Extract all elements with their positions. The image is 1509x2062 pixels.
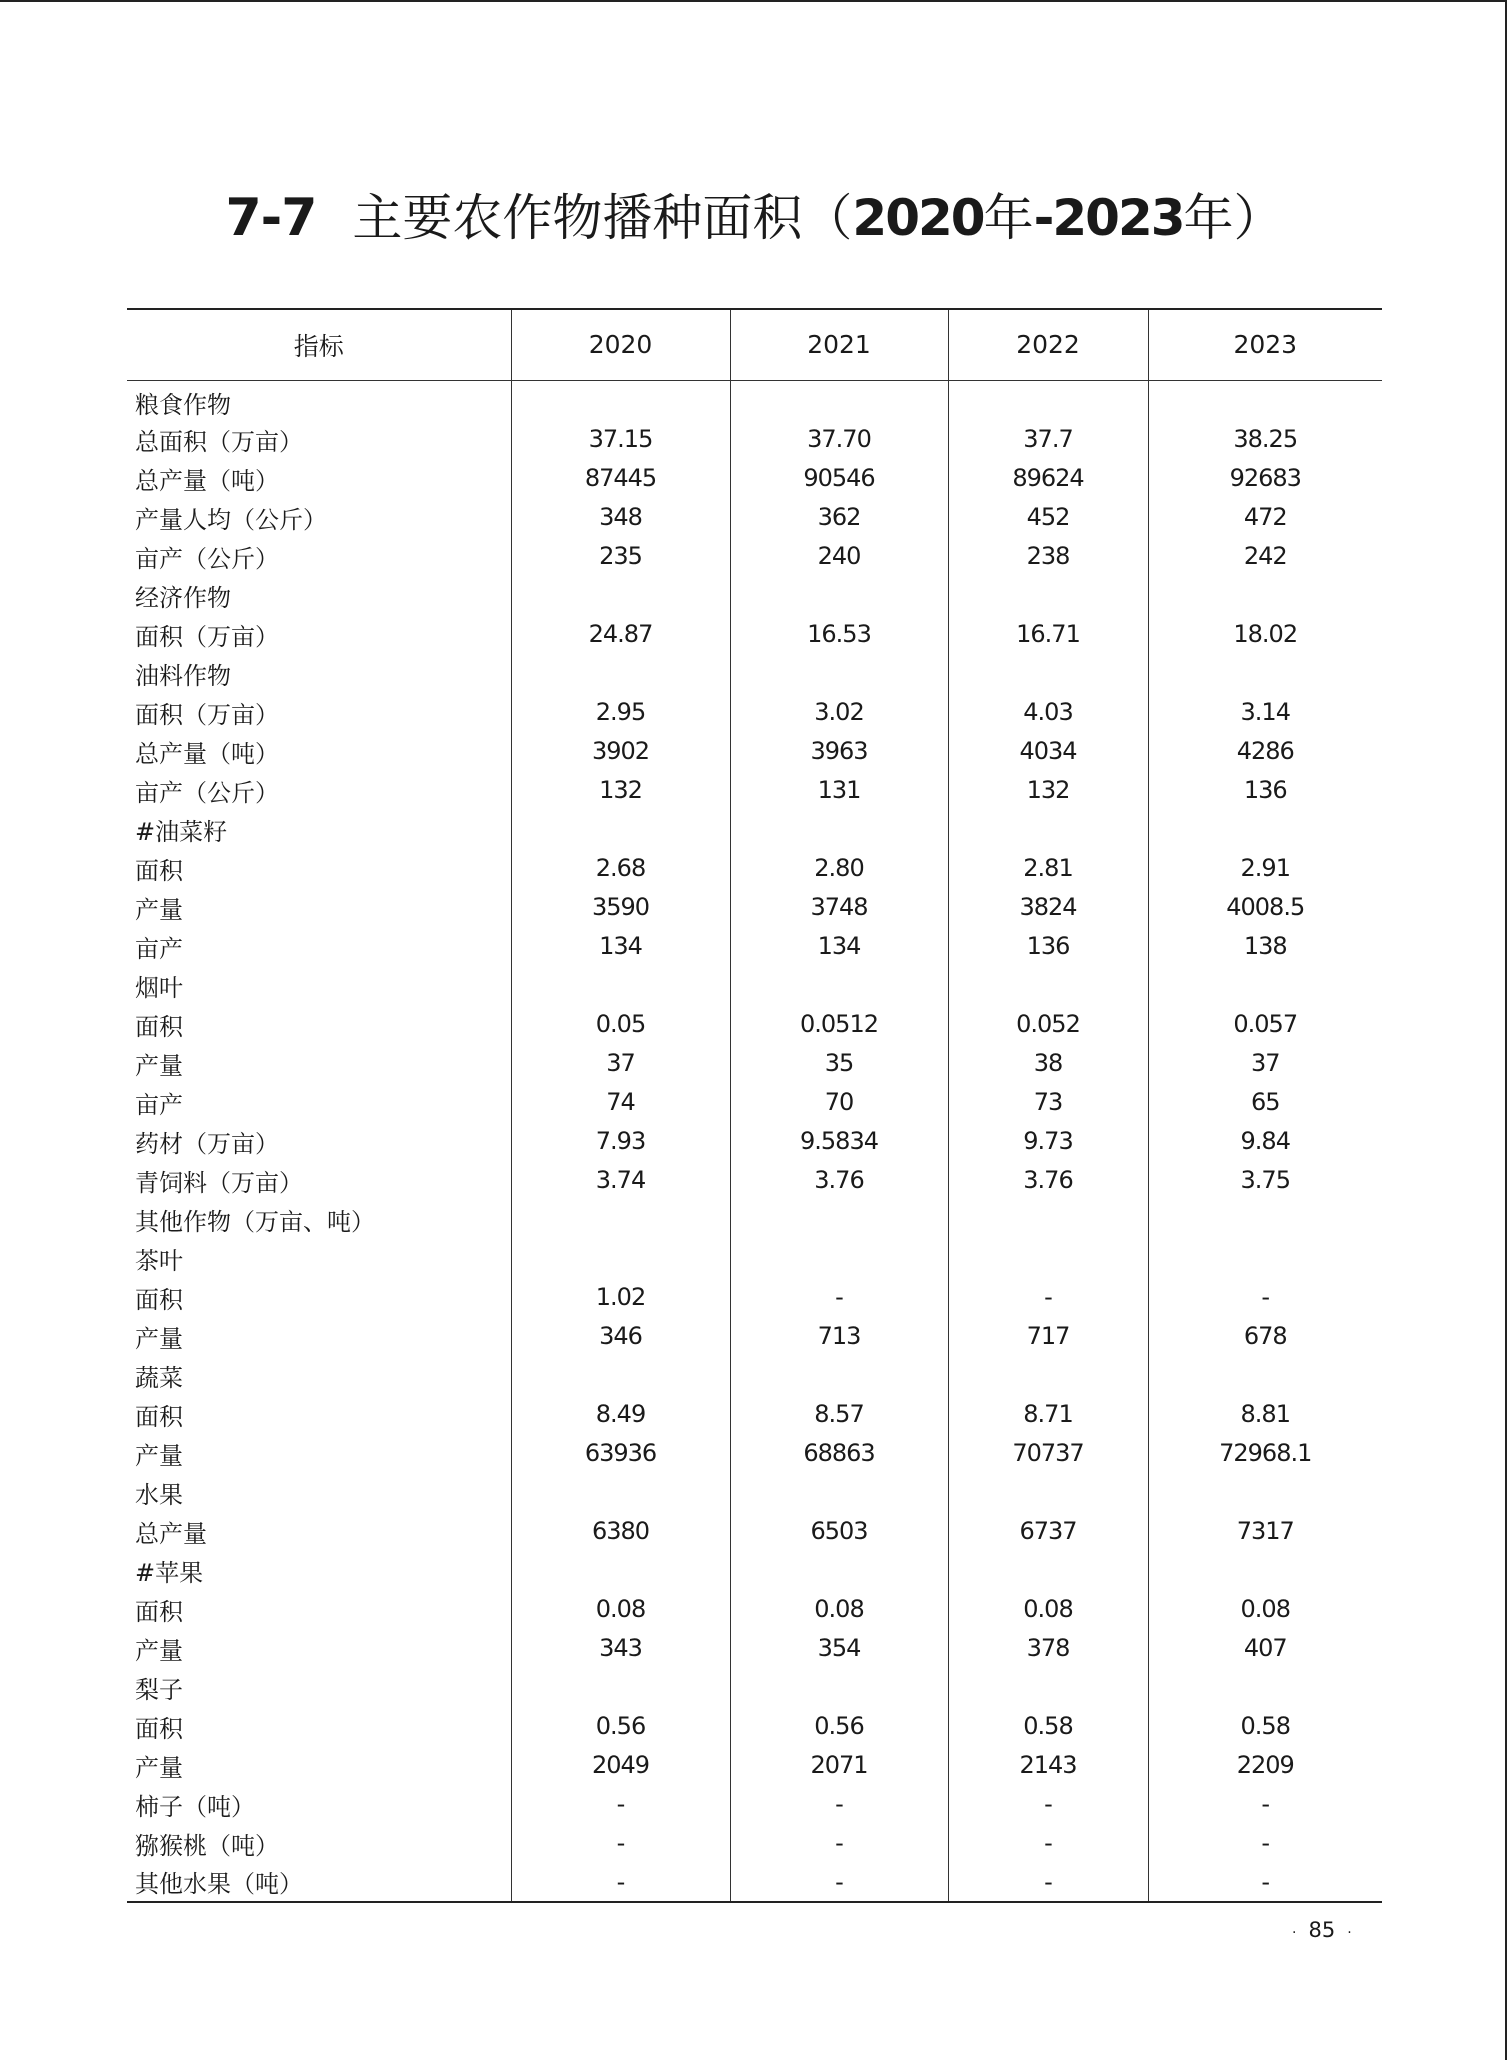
cell-2021: 2071 (730, 1746, 948, 1785)
cell-2021: - (730, 1824, 948, 1863)
cell-2020 (511, 380, 730, 420)
cell-2021: - (730, 1863, 948, 1902)
cell-2021: 90546 (730, 459, 948, 498)
cell-2020: 348 (511, 498, 730, 537)
cell-2020: 2.68 (511, 849, 730, 888)
cell-2021 (730, 1239, 948, 1278)
table-row (127, 693, 1382, 732)
table-row (127, 1629, 1382, 1668)
cell-2022: 16.71 (948, 615, 1148, 654)
cell-2022: 2.81 (948, 849, 1148, 888)
cell-2020: 0.56 (511, 1707, 730, 1746)
cell-2020: 343 (511, 1629, 730, 1668)
cell-2023: 242 (1148, 537, 1382, 576)
cell-2023: 9.84 (1148, 1122, 1382, 1161)
cell-2023: - (1148, 1278, 1382, 1317)
cell-2022: - (948, 1824, 1148, 1863)
table-row (127, 1317, 1382, 1356)
cell-2020: 0.08 (511, 1590, 730, 1629)
cell-2020 (511, 1473, 730, 1512)
cell-2021 (730, 654, 948, 693)
row-label: 其他作物（万亩、吨） (135, 1207, 375, 1236)
cell-2020: 1.02 (511, 1278, 730, 1317)
cell-2021: 0.0512 (730, 1005, 948, 1044)
cell-2021: 16.53 (730, 615, 948, 654)
cell-2023: 0.057 (1148, 1005, 1382, 1044)
row-label: 产量 (135, 895, 183, 924)
row-label: 粮食作物 (135, 390, 231, 419)
cell-2023 (1148, 966, 1382, 1005)
cell-2020: 63936 (511, 1434, 730, 1473)
cell-2022: 3.76 (948, 1161, 1148, 1200)
cell-2021: 0.56 (730, 1707, 948, 1746)
table-row (127, 615, 1382, 654)
cell-2022: 717 (948, 1317, 1148, 1356)
row-label: #苹果 (135, 1558, 204, 1587)
cell-2022: 37.7 (948, 420, 1148, 459)
cell-2022: 0.08 (948, 1590, 1148, 1629)
cell-2023 (1148, 576, 1382, 615)
title-nian-2: 年 (1183, 189, 1234, 247)
row-label: 其他水果（吨） (127, 1863, 511, 1902)
cell-2023: 92683 (1148, 459, 1382, 498)
cell-2021: 3.76 (730, 1161, 948, 1200)
row-label: 亩产 (135, 934, 183, 963)
table-row (127, 1785, 1382, 1824)
cell-2020 (511, 1239, 730, 1278)
cell-2020: 132 (511, 771, 730, 810)
cell-2020: 235 (511, 537, 730, 576)
cell-2021 (730, 810, 948, 849)
table-row (127, 1551, 1382, 1590)
cell-2023: 7317 (1148, 1512, 1382, 1551)
page-number (1280, 1918, 1364, 1942)
cell-2021: 3963 (730, 732, 948, 771)
row-label: 面积 (135, 1714, 183, 1743)
cell-2022: - (948, 1863, 1148, 1902)
cell-2020 (511, 576, 730, 615)
table-row (127, 1005, 1382, 1044)
cell-2020 (511, 810, 730, 849)
cell-2021: - (730, 1278, 948, 1317)
cell-2023: 4286 (1148, 732, 1382, 771)
table-row (127, 810, 1382, 849)
cell-2020: 74 (511, 1083, 730, 1122)
cell-2023: 2209 (1148, 1746, 1382, 1785)
cell-2021: 37.70 (730, 420, 948, 459)
row-label: 面积 (135, 1285, 183, 1314)
cell-2023: 65 (1148, 1083, 1382, 1122)
cell-2020 (511, 1551, 730, 1590)
row-label: 蔬菜 (135, 1363, 183, 1392)
table-body (127, 380, 1382, 1902)
header-2022: 2022 (948, 309, 1148, 380)
cell-2020: 134 (511, 927, 730, 966)
cell-2021: 6503 (730, 1512, 948, 1551)
cell-2021: 70 (730, 1083, 948, 1122)
row-label: 亩产（公斤） (135, 544, 279, 573)
cell-2023 (1148, 1239, 1382, 1278)
table-row (127, 732, 1382, 771)
cell-2023 (1148, 1473, 1382, 1512)
cell-2020: 346 (511, 1317, 730, 1356)
cell-2021 (730, 1200, 948, 1239)
cell-2020: - (511, 1863, 730, 1902)
cell-2022: 70737 (948, 1434, 1148, 1473)
row-label: 产量 (135, 1441, 183, 1470)
cell-2023: 18.02 (1148, 615, 1382, 654)
row-label: 亩产（公斤） (135, 778, 279, 807)
cell-2021: 9.5834 (730, 1122, 948, 1161)
cell-2022: 0.58 (948, 1707, 1148, 1746)
cell-2021: 240 (730, 537, 948, 576)
cell-2022: 3824 (948, 888, 1148, 927)
table-row (127, 498, 1382, 537)
row-label: 面积 (135, 856, 183, 885)
row-label: 面积 (135, 1012, 183, 1041)
table-row (127, 537, 1382, 576)
cell-2022: 9.73 (948, 1122, 1148, 1161)
cell-2021: 68863 (730, 1434, 948, 1473)
cell-2020: 3902 (511, 732, 730, 771)
header-2020: 2020 (511, 309, 730, 380)
cell-2021: 131 (730, 771, 948, 810)
cell-2021 (730, 1356, 948, 1395)
cell-2023: 0.58 (1148, 1707, 1382, 1746)
cell-2022: 378 (948, 1629, 1148, 1668)
cell-2021 (730, 966, 948, 1005)
table-row (127, 654, 1382, 693)
cell-2023: 472 (1148, 498, 1382, 537)
table-row (127, 1395, 1382, 1434)
title-year-end: 2023 (1052, 189, 1184, 247)
cell-2021: 713 (730, 1317, 948, 1356)
cell-2021 (730, 1668, 948, 1707)
row-label: 面积 (135, 1597, 183, 1626)
cell-2022: - (948, 1278, 1148, 1317)
row-label: 面积 (135, 1402, 183, 1431)
cell-2020: - (511, 1785, 730, 1824)
table-row (127, 420, 1382, 459)
table-row (127, 1473, 1382, 1512)
cell-2022: 132 (948, 771, 1148, 810)
cell-2020: 2049 (511, 1746, 730, 1785)
row-label: 烟叶 (135, 973, 183, 1002)
cell-2023: 8.81 (1148, 1395, 1382, 1434)
table-row (127, 1200, 1382, 1239)
title-year-start: 2020 (852, 189, 984, 247)
cell-2020: - (511, 1824, 730, 1863)
row-label: 青饲料（万亩） (135, 1168, 303, 1197)
cell-2020: 7.93 (511, 1122, 730, 1161)
row-label: #油菜籽 (135, 817, 228, 846)
cell-2020: 0.05 (511, 1005, 730, 1044)
cell-2023: 72968.1 (1148, 1434, 1382, 1473)
header-indicator: 指标 (127, 309, 511, 380)
page-title (0, 178, 1509, 250)
cell-2022: 8.71 (948, 1395, 1148, 1434)
row-label: 总产量（吨） (135, 466, 279, 495)
cell-2021: 354 (730, 1629, 948, 1668)
cell-2023 (1148, 810, 1382, 849)
cell-2022 (948, 1239, 1148, 1278)
cell-2023: 37 (1148, 1044, 1382, 1083)
cell-2020 (511, 1356, 730, 1395)
cell-2021 (730, 1551, 948, 1590)
cell-2023 (1148, 1200, 1382, 1239)
row-label: 产量人均（公斤） (135, 505, 327, 534)
table-row (127, 1356, 1382, 1395)
cell-2021: 362 (730, 498, 948, 537)
cell-2022 (948, 654, 1148, 693)
cell-2022: 4034 (948, 732, 1148, 771)
page-number-value: 85 (1308, 1918, 1336, 1942)
cell-2021: 3748 (730, 888, 948, 927)
cell-2022: 0.052 (948, 1005, 1148, 1044)
table-row (127, 1239, 1382, 1278)
table-number: 7-7 (225, 188, 317, 248)
cell-2022 (948, 1551, 1148, 1590)
cell-2023 (1148, 1356, 1382, 1395)
table-row (127, 1707, 1382, 1746)
row-label: 面积（万亩） (135, 700, 279, 729)
row-label: 茶叶 (135, 1246, 183, 1275)
table-row (127, 1083, 1382, 1122)
cell-2020: 6380 (511, 1512, 730, 1551)
cell-2023: 138 (1148, 927, 1382, 966)
cell-2023: 0.08 (1148, 1590, 1382, 1629)
table-row (127, 1512, 1382, 1551)
cell-2023: 3.75 (1148, 1161, 1382, 1200)
table-header-row (127, 309, 1382, 380)
cell-2023: 3.14 (1148, 693, 1382, 732)
cell-2021: 134 (730, 927, 948, 966)
cell-2022 (948, 1473, 1148, 1512)
cell-2020 (511, 966, 730, 1005)
cell-2022 (948, 810, 1148, 849)
cell-2023: - (1148, 1863, 1382, 1902)
cell-2020 (511, 1668, 730, 1707)
cell-2022 (948, 1200, 1148, 1239)
table-row (127, 1590, 1382, 1629)
title-suffix: ） (1233, 189, 1284, 247)
row-label: 总产量 (135, 1519, 207, 1548)
row-label: 总产量（吨） (135, 739, 279, 768)
cell-2022: 238 (948, 537, 1148, 576)
cell-2022: 89624 (948, 459, 1148, 498)
cell-2020: 8.49 (511, 1395, 730, 1434)
table-row (127, 771, 1382, 810)
cell-2022: 452 (948, 498, 1148, 537)
crop-area-table (127, 308, 1382, 1903)
title-prefix: 主要农作物播种面积（ (352, 189, 853, 247)
cell-2022: 136 (948, 927, 1148, 966)
cell-2023: - (1148, 1785, 1382, 1824)
row-label: 产量 (135, 1753, 183, 1782)
table-row (127, 1746, 1382, 1785)
cell-2021: 3.02 (730, 693, 948, 732)
table-row (127, 1122, 1382, 1161)
cell-2021: 35 (730, 1044, 948, 1083)
cell-2021 (730, 1473, 948, 1512)
table-row (127, 1434, 1382, 1473)
row-label: 油料作物 (135, 661, 231, 690)
cell-2020: 3.74 (511, 1161, 730, 1200)
row-label: 面积（万亩） (135, 622, 279, 651)
table-row (127, 1161, 1382, 1200)
page-number-dot-left: · (1292, 1925, 1297, 1941)
table-row (127, 1278, 1382, 1317)
row-label: 梨子 (135, 1675, 183, 1704)
row-label: 亩产 (135, 1090, 183, 1119)
row-label: 产量 (135, 1636, 183, 1665)
cell-2022: 2143 (948, 1746, 1148, 1785)
cell-2020: 87445 (511, 459, 730, 498)
page-number-dot-right: · (1347, 1925, 1352, 1941)
cell-2022 (948, 380, 1148, 420)
cell-2020 (511, 1200, 730, 1239)
title-nian-1: 年 (983, 189, 1034, 247)
cell-2023: 38.25 (1148, 420, 1382, 459)
cell-2022 (948, 1356, 1148, 1395)
title-dash: - (1033, 189, 1053, 247)
row-label: 药材（万亩） (135, 1129, 279, 1158)
row-label: 产量 (135, 1051, 183, 1080)
cell-2021: 0.08 (730, 1590, 948, 1629)
cell-2023: 136 (1148, 771, 1382, 810)
table-row (127, 927, 1382, 966)
cell-2022: 6737 (948, 1512, 1148, 1551)
table-row (127, 1044, 1382, 1083)
cell-2020: 3590 (511, 888, 730, 927)
table-row (127, 576, 1382, 615)
table-row (127, 849, 1382, 888)
cell-2022: 4.03 (948, 693, 1148, 732)
cell-2020: 24.87 (511, 615, 730, 654)
table-title-text (352, 189, 1283, 247)
row-label: 产量 (135, 1324, 183, 1353)
cell-2023 (1148, 654, 1382, 693)
cell-2023 (1148, 1551, 1382, 1590)
row-label: 总面积（万亩） (135, 427, 303, 456)
cell-2021 (730, 380, 948, 420)
table-row (127, 380, 1382, 420)
cell-2021: 8.57 (730, 1395, 948, 1434)
cell-2023: 2.91 (1148, 849, 1382, 888)
row-label: 水果 (135, 1480, 183, 1509)
cell-2022 (948, 576, 1148, 615)
cell-2021 (730, 576, 948, 615)
row-label: 猕猴桃（吨） (135, 1831, 279, 1860)
row-label: 柿子（吨） (135, 1792, 255, 1821)
cell-2023: - (1148, 1824, 1382, 1863)
table-row (127, 1824, 1382, 1863)
cell-2022: 38 (948, 1044, 1148, 1083)
cell-2022 (948, 1668, 1148, 1707)
cell-2020 (511, 654, 730, 693)
cell-2020: 37 (511, 1044, 730, 1083)
header-2023: 2023 (1148, 309, 1382, 380)
table-row (127, 1668, 1382, 1707)
cell-2020: 37.15 (511, 420, 730, 459)
table-row (127, 459, 1382, 498)
table-row (127, 966, 1382, 1005)
table-row (127, 1863, 1382, 1902)
header-2021: 2021 (730, 309, 948, 380)
cell-2021: 2.80 (730, 849, 948, 888)
cell-2023: 4008.5 (1148, 888, 1382, 927)
cell-2022: - (948, 1785, 1148, 1824)
cell-2021: - (730, 1785, 948, 1824)
cell-2023 (1148, 380, 1382, 420)
cell-2020: 2.95 (511, 693, 730, 732)
cell-2023: 407 (1148, 1629, 1382, 1668)
cell-2022: 73 (948, 1083, 1148, 1122)
cell-2023 (1148, 1668, 1382, 1707)
cell-2023: 678 (1148, 1317, 1382, 1356)
row-label: 经济作物 (135, 583, 231, 612)
cell-2022 (948, 966, 1148, 1005)
table-row (127, 888, 1382, 927)
